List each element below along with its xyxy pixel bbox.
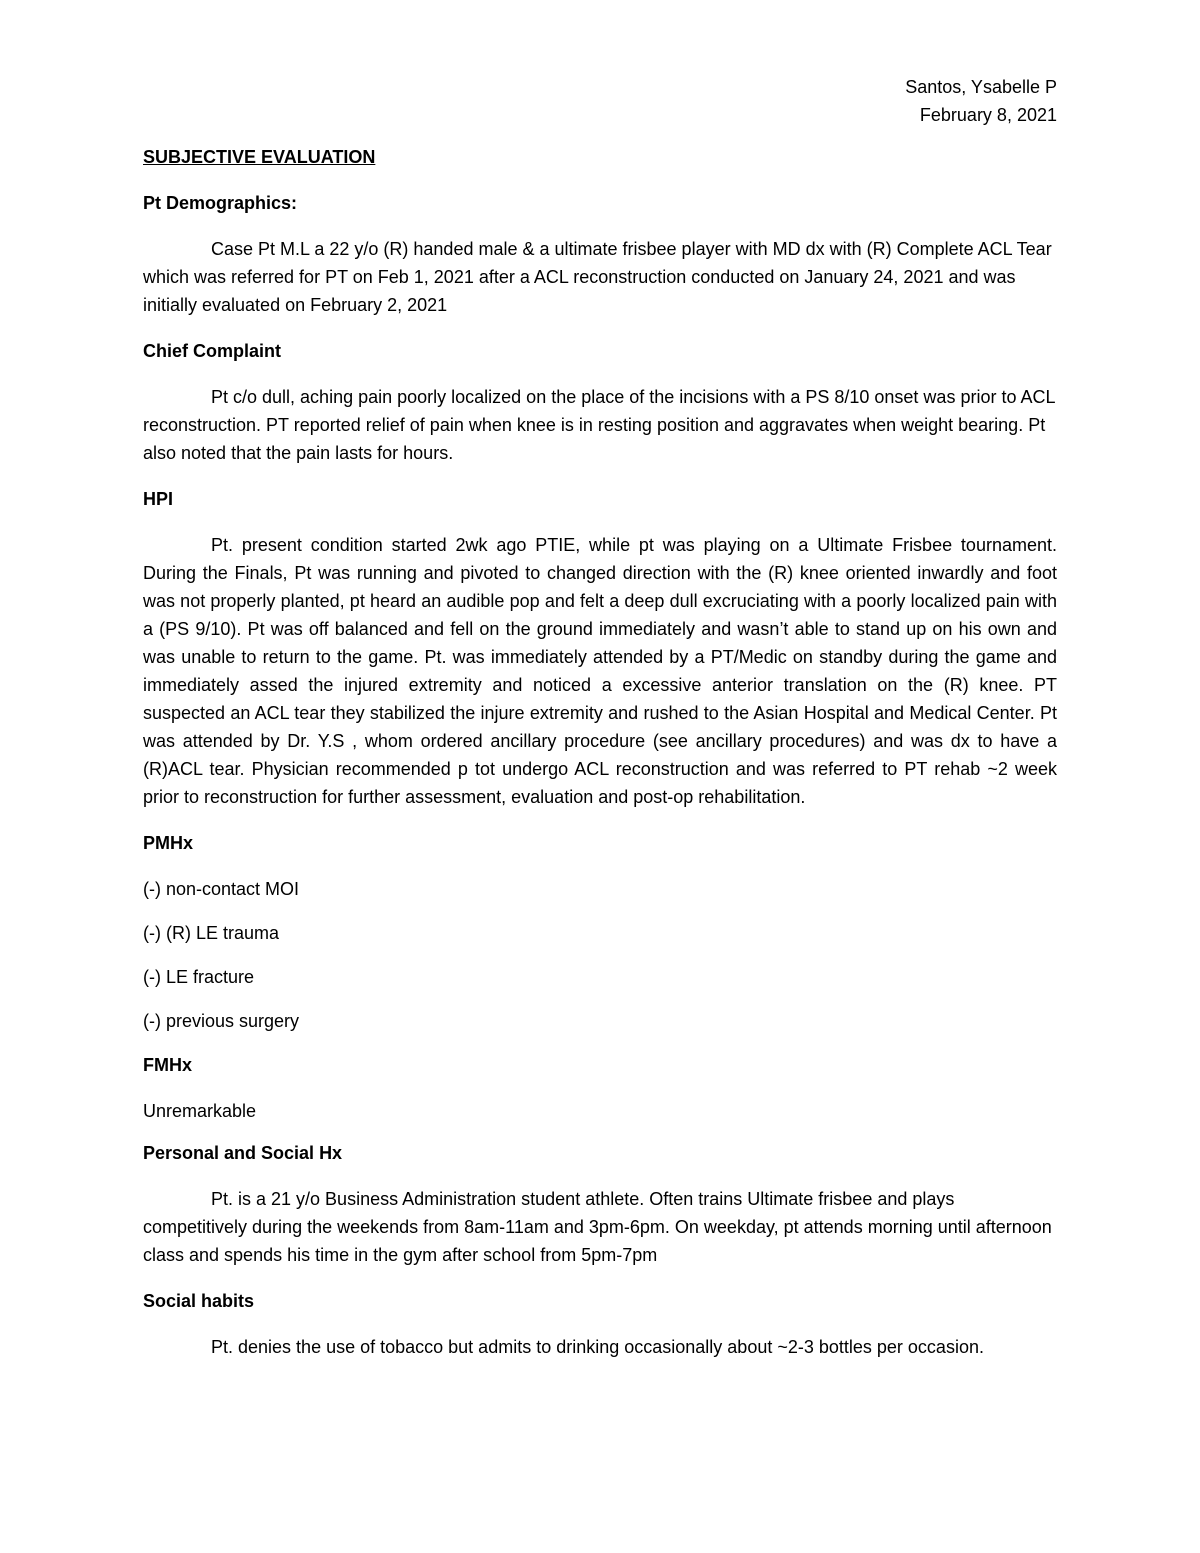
demographics-heading: Pt Demographics: <box>143 193 298 213</box>
hpi-heading: HPI <box>143 489 174 509</box>
fmhx-heading: FMHx <box>143 1055 192 1075</box>
hpi-text: Pt. present condition started 2wk ago PTIE, while pt was playing on a Ultimate Frisbee tournament. During the Finals, Pt was running and pivoted to changed direction with the (R) knee oriented inwardly and foot was not properly planted, pt heard an audible pop and felt a deep dull excruciating with a poorly localized pain with a (PS 9/10). Pt was off balanced and fell on the ground immediately and wasn’t able to stand up on his own and was unable to return to the game. Pt. was immediately attended by a PT/Medic on standby during the game and immediately assed the injured extremity and noticed a excessive anterior translation on the (R) knee. PT suspected an ACL tear they stabilized the injure extremity and rushed to the Asian Hospital and Medical Center. Pt was attended by Dr. Y.S , whom ordered ancillary procedure (see ancillary procedures) and was dx to have a (R)ACL tear. Physician recommended p tot undergo ACL reconstruction and was referred to PT rehab ~2 week prior to reconstruction for further assessment, evaluation and post-op rehabilitation. <box>143 535 1057 807</box>
pmhx-item: (-) (R) LE trauma <box>143 923 280 943</box>
personal-social-text: Pt. is a 21 y/o Business Administration student athlete. Often trains Ultimate frisbee and plays competitively during the weekends from 8am-11am and 3pm-6pm. On weekday, pt attends morning until afternoon class and spends his time in the gym after school from 5pm-7pm <box>143 1189 1052 1265</box>
document-body <box>143 143 1057 1379</box>
pmhx-heading: PMHx <box>143 833 194 853</box>
document-header <box>905 73 1057 129</box>
demographics-text: Case Pt M.L a 22 y/o (R) handed male & a ultimate frisbee player with MD dx with (R) Complete ACL Tear which was referred for PT on Feb 1, 2021 after a ACL reconstruction conducted on January 24, 2021 and was initially evaluated on February 2, 2021 <box>143 239 1052 315</box>
document-date: February 8, 2021 <box>919 105 1057 125</box>
fmhx-text: Unremarkable <box>143 1101 257 1121</box>
pmhx-item: (-) LE fracture <box>143 967 255 987</box>
chief-complaint-heading: Chief Complaint <box>143 341 281 361</box>
pmhx-item: (-) non-contact MOI <box>143 879 300 899</box>
author-name: Santos, Ysabelle P <box>905 77 1057 97</box>
social-habits-heading: Social habits <box>143 1291 255 1311</box>
personal-social-heading: Personal and Social Hx <box>143 1143 343 1163</box>
social-habits-text: Pt. denies the use of tobacco but admits to drinking occasionally about ~2-3 bottles per occasion. <box>211 1337 984 1357</box>
document-title: SUBJECTIVE EVALUATION <box>143 147 376 167</box>
pmhx-item: (-) previous surgery <box>143 1011 300 1031</box>
chief-complaint-text: Pt c/o dull, aching pain poorly localized on the place of the incisions with a PS 8/10 onset was prior to ACL reconstruction. PT reported relief of pain when knee is in resting position and aggravates when weight bearing. Pt also noted that the pain lasts for hours. <box>143 387 1055 463</box>
